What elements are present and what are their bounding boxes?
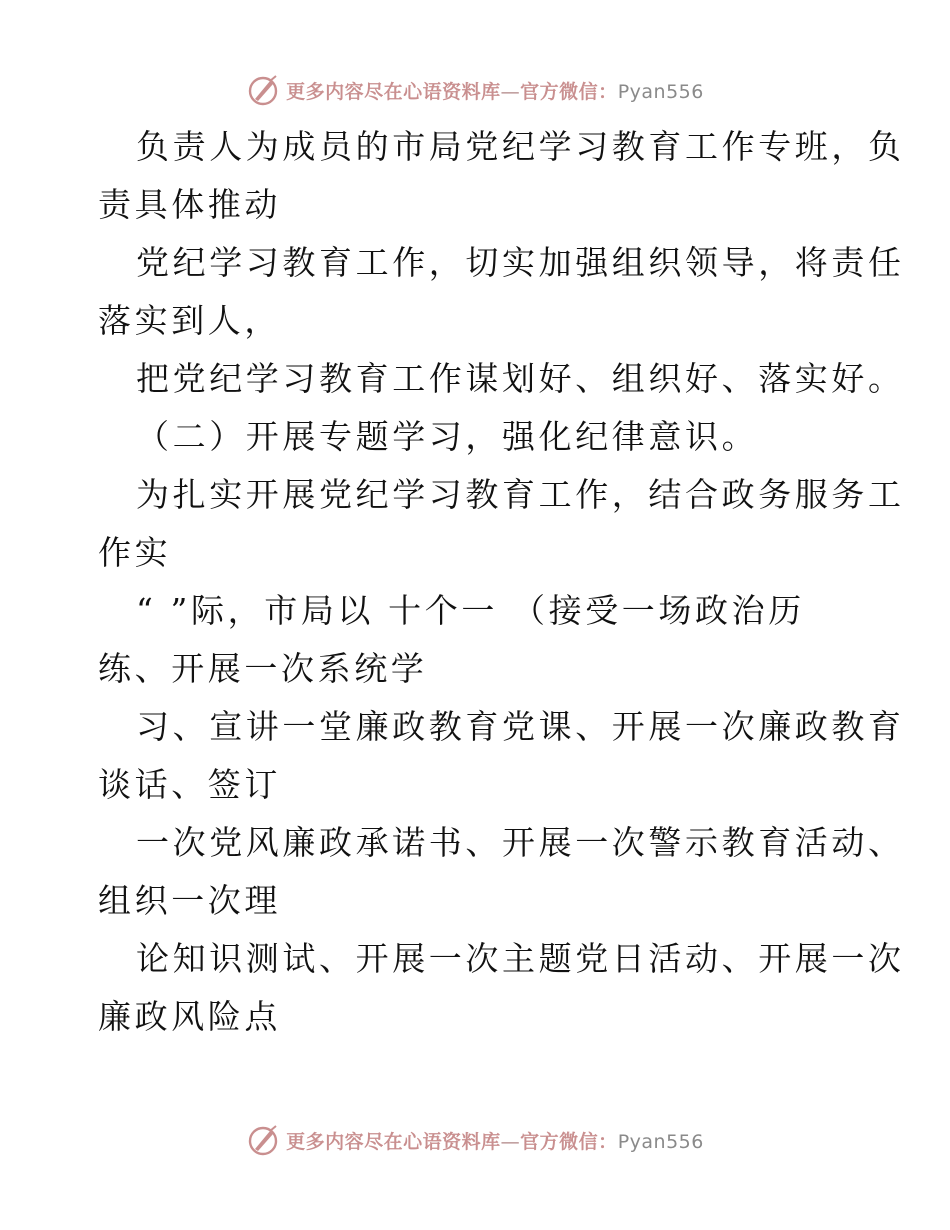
body-text-line: 组织一次理 [98, 881, 281, 920]
body-text-line: 作实 [98, 533, 172, 572]
body-text-line: 廉政风险点 [98, 997, 281, 1036]
body-text-line: “ ”际，市局以 十个一 （接受一场政治历 [136, 591, 805, 630]
body-text-line: 习、宣讲一堂廉政教育党课、开展一次廉政教育 [136, 707, 905, 746]
body-text-line: 论知识测试、开展一次主题党日活动、开展一次 [136, 939, 905, 978]
body-text-line: 谈话、签订 [98, 765, 281, 804]
watermark-wechat-label: 官方微信： [520, 80, 618, 103]
body-text-line: 落实到人， [98, 301, 281, 340]
watermark-site-text: 更多内容尽在心语资料库 [286, 80, 501, 103]
watermark-site-text: 更多内容尽在心语资料库 [286, 1130, 501, 1153]
body-text-line: 一次党风廉政承诺书、开展一次警示教育活动、 [136, 823, 905, 862]
document-body [98, 118, 905, 1046]
body-text-line: 党纪学习教育工作，切实加强组织领导，将责任 [136, 243, 905, 282]
footer-watermark [0, 1120, 950, 1160]
header-watermark [0, 70, 950, 110]
quill-pen-logo-icon [246, 1123, 280, 1157]
body-text-line: 为扎实开展党纪学习教育工作，结合政务服务工 [136, 475, 905, 514]
body-text-line: 练、开展一次系统学 [98, 649, 428, 688]
body-text-line: 把党纪学习教育工作谋划好、组织好、落实好。 [136, 359, 905, 398]
body-text-line: 负责人为成员的市局党纪学习教育工作专班，负 [136, 127, 905, 166]
watermark-wechat-id: Pyan556 [617, 80, 704, 103]
watermark-separator: — [500, 80, 521, 103]
quill-pen-logo-icon [246, 73, 280, 107]
watermark-wechat-id: Pyan556 [617, 1130, 704, 1153]
watermark-text [286, 77, 704, 104]
body-text-line: （二）开展专题学习，强化纪律意识。 [136, 417, 759, 456]
body-text-line: 责具体推动 [98, 185, 281, 224]
watermark-separator: — [500, 1130, 521, 1153]
watermark-text [286, 1127, 704, 1154]
watermark-wechat-label: 官方微信： [520, 1130, 618, 1153]
